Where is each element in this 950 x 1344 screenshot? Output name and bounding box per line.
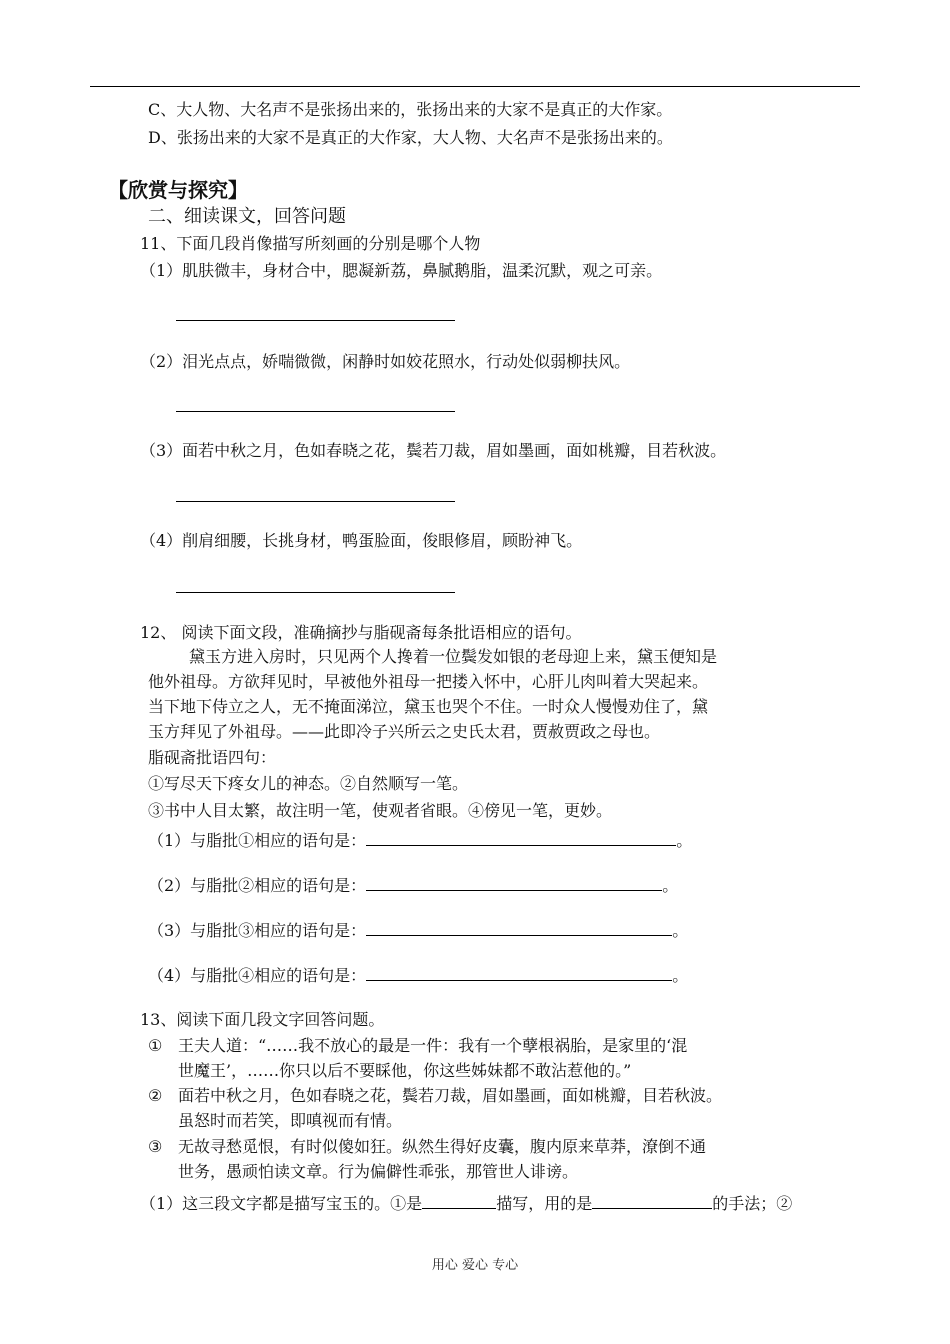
q11-item-4: （4）削肩细腰，长挑身材，鸭蛋脸面，俊眼修眉，顾盼神飞。 <box>140 531 583 550</box>
q13-q1-text-a: （1）这三段文字都是描写宝玉的。①是 <box>140 1194 423 1213</box>
q12-end-mark-4: 。 <box>672 966 689 985</box>
q13-para-2-line-1: 面若中秋之月，色如春晓之花，鬓若刀裁，眉如墨画，面如桃瓣，目若秋波。 <box>178 1086 723 1105</box>
q12-end-mark-2: 。 <box>662 876 679 895</box>
q12-answer-blank-3[interactable] <box>366 919 672 936</box>
q12-end-mark-1: 。 <box>676 831 693 850</box>
q13-para-3-line-1: 无故寻愁觅恨，有时似傻如狂。纵然生得好皮囊，腹内原来草莽，潦倒不通 <box>178 1137 707 1156</box>
q13-para-3-num: ③ <box>148 1137 163 1156</box>
q11-answer-line-4[interactable] <box>176 592 455 593</box>
option-c: C、大人物、大名声不是张扬出来的，张扬出来的大家不是真正的大作家。 <box>148 100 673 119</box>
q13-q1-blank-1[interactable] <box>422 1192 496 1209</box>
q13-para-2-line-2: 虽怒时而若笑，即嗔视而有情。 <box>178 1111 403 1130</box>
q12-answer-label-1: （1）与脂批①相应的语句是： <box>148 831 367 850</box>
q13-para-1-line-1: 王夫人道：“……我不放心的最是一件：我有一个孽根祸胎，是家里的‘混 <box>178 1036 688 1055</box>
q13-q1-text-b: 描写，用的是 <box>496 1194 593 1213</box>
q12-passage-line-3: 当下地下侍立之人，无不掩面涕泣，黛玉也哭个不住。一时众人慢慢劝住了，黛 <box>148 697 709 716</box>
q13-para-2-num: ② <box>148 1086 163 1105</box>
q12-answer-blank-2[interactable] <box>366 874 662 891</box>
q12-answer-label-3: （3）与脂批③相应的语句是： <box>148 921 367 940</box>
q12-stem: 12、 阅读下面文段，准确摘抄与脂砚斋每条批语相应的语句。 <box>140 623 582 642</box>
q12-answer-row-1 <box>148 829 692 851</box>
q12-answer-row-3 <box>148 919 688 941</box>
q12-notes-title: 脂砚斋批语四句： <box>148 748 277 767</box>
q13-para-1-num: ① <box>148 1036 163 1055</box>
q12-answer-label-2: （2）与脂批②相应的语句是： <box>148 876 367 895</box>
section-subheading: 二、细读课文，回答问题 <box>148 206 346 227</box>
q12-answer-blank-4[interactable] <box>366 964 672 981</box>
q11-answer-line-2[interactable] <box>176 411 455 412</box>
q12-answer-row-2 <box>148 874 678 896</box>
option-d: D、张扬出来的大家不是真正的大作家，大人物、大名声不是张扬出来的。 <box>148 128 673 147</box>
q11-answer-line-3[interactable] <box>176 501 455 502</box>
header-rule <box>90 86 860 87</box>
page-footer: 用心 爱心 专心 <box>431 1258 519 1273</box>
section-heading: 【欣赏与探究】 <box>108 178 248 202</box>
q12-answer-label-4: （4）与脂批④相应的语句是： <box>148 966 367 985</box>
q13-q1-row <box>140 1192 792 1214</box>
q11-item-2: （2）泪光点点，娇喘微微，闲静时如姣花照水，行动处似弱柳扶风。 <box>140 352 631 371</box>
q12-note-line-2: ③书中人目太繁，故注明一笔，使观者省眼。④傍见一笔，更妙。 <box>148 801 613 820</box>
q12-end-mark-3: 。 <box>672 921 689 940</box>
q13-stem: 13、阅读下面几段文字回答问题。 <box>140 1010 385 1029</box>
q13-para-1-line-2: 世魔王’，……你只以后不要睬他，你这些姊妹都不敢沾惹他的。” <box>178 1061 632 1080</box>
q12-answer-row-4 <box>148 964 688 986</box>
q12-passage-line-1: 黛玉方进入房时，只见两个人搀着一位鬓发如银的老母迎上来，黛玉便知是 <box>189 647 718 666</box>
q13-para-3-line-2: 世务，愚顽怕读文章。行为偏僻性乖张，那管世人诽谤。 <box>178 1162 579 1181</box>
q11-stem: 11、下面几段肖像描写所刻画的分别是哪个人物 <box>140 234 481 253</box>
q12-passage-line-2: 他外祖母。方欲拜见时，早被他外祖母一把搂入怀中，心肝儿肉叫着大哭起来。 <box>148 672 709 691</box>
q12-note-line-1: ①写尽天下疼女儿的神态。②自然顺写一笔。 <box>148 774 469 793</box>
q11-answer-line-1[interactable] <box>176 320 455 321</box>
q11-item-1: （1）肌肤微丰，身材合中，腮凝新荔，鼻腻鹅脂，温柔沉默，观之可亲。 <box>140 261 663 280</box>
q13-q1-text-c: 的手法；② <box>712 1194 793 1213</box>
q11-item-3: （3）面若中秋之月，色如春晓之花，鬓若刀裁，眉如墨画，面如桃瓣，目若秋波。 <box>140 441 727 460</box>
q13-q1-blank-2[interactable] <box>592 1192 712 1209</box>
q12-answer-blank-1[interactable] <box>366 829 676 846</box>
q12-passage-line-4: 玉方拜见了外祖母。——此即冷子兴所云之史氏太君，贾赦贾政之母也。 <box>148 722 661 741</box>
